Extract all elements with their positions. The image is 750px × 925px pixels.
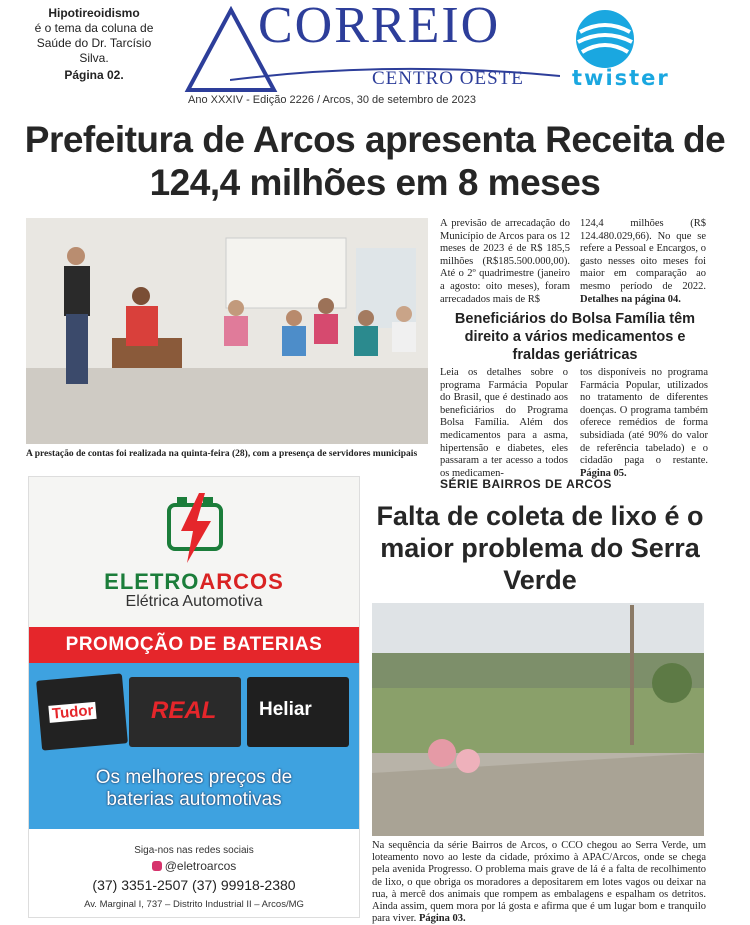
battery-real bbox=[129, 677, 241, 747]
ad-follow-text: Siga-nos nas redes sociais bbox=[134, 845, 254, 856]
serra-text bbox=[372, 840, 706, 925]
ad-best-prices-line1: Os melhores preços de bbox=[95, 767, 293, 788]
ad-instagram[interactable] bbox=[29, 859, 359, 873]
bolsa-headline[interactable]: Beneficiários do Bolsa Família têm direito a vários medicamentos e fraldas geriátricas bbox=[454, 311, 696, 363]
serra-photo[interactable] bbox=[372, 603, 704, 836]
lead-page-ref[interactable]: Detalhes na página 04. bbox=[580, 293, 681, 305]
ad-instagram-handle: @eletroarcos bbox=[164, 859, 237, 873]
ad-brand-subtitle: Elétrica Automotiva bbox=[125, 593, 263, 610]
bolsa-text-col1: Leia os detalhes sobre o programa Farmácia Popular do Brasil, que é destinado aos beneficiários do Programa Bolsa Família. Além dos medicamentos para a asma, hipertensão e diabetes, eles passaram a ter acesso a todos os medicamen- bbox=[440, 367, 568, 479]
serra-page-ref[interactable]: Página 03. bbox=[418, 913, 466, 925]
battery-tudor-label: Tudor bbox=[48, 702, 97, 723]
ad-promo-banner: PROMOÇÃO DE BATERIAS bbox=[29, 627, 359, 663]
battery-real-label: REAL bbox=[151, 697, 217, 724]
serra-text-body: Na sequência da série Bairros de Arcos, o CCO chegou ao Serra Verde, um loteamento novo ao leste da cidade, próximo à APAC/Arcos, onde se chega pela avenida Progresso. O problema mais grave de lá é a falta de recolhimento de lixo, o que obriga os moradores a depositarem em lotes vagos ou deixar na rua, à mercê dos animais que rompem as embalagens e espalham os detritos. Ainda assim, quem mora por lá gosta e afirma que é um lugar bom e tranquilo para viver. bbox=[372, 840, 706, 925]
instagram-icon bbox=[152, 861, 162, 871]
masthead-title: CORREIO bbox=[258, 0, 501, 54]
car-battery-plug-icon bbox=[163, 491, 227, 565]
teaser-title: Hipotireoidismo bbox=[48, 6, 140, 20]
ad-address: Av. Marginal I, 737 – Distrito Industrial II – Arcos/MG bbox=[84, 899, 304, 910]
ad-best-prices-line2: baterias automotivas bbox=[106, 789, 282, 810]
battery-heliar bbox=[247, 677, 349, 747]
ad-brand-part1: ELETRO bbox=[104, 569, 200, 594]
lead-text-col2-body: 124,4 milhões (R$ 124.480.029,66). No que se refere a Pessoal e Encargos, o gasto nesses oito meses foi maior em comparação ao mesmo período de 2022. bbox=[580, 218, 706, 292]
ad-best-prices bbox=[29, 767, 359, 811]
teaser-page-ref: Página 02. bbox=[64, 68, 124, 82]
meeting-photo-image bbox=[26, 218, 428, 444]
eletroarcos-ad[interactable] bbox=[28, 476, 360, 918]
twister-globe-icon bbox=[574, 8, 636, 70]
main-headline[interactable]: Prefeitura de Arcos apresenta Receita de 124,4 milhões em 8 meses bbox=[24, 119, 726, 203]
series-label: SÉRIE BAIRROS DE ARCOS bbox=[440, 477, 612, 491]
masthead-subtitle: CENTRO OESTE bbox=[372, 68, 524, 89]
ad-brand bbox=[29, 569, 359, 595]
battery-tudor bbox=[36, 673, 128, 750]
twister-logo: twister bbox=[572, 66, 670, 90]
ad-brand-part2: ARCOS bbox=[199, 569, 284, 594]
lead-photo[interactable] bbox=[26, 218, 428, 444]
bolsa-page-ref[interactable]: Página 05. bbox=[580, 467, 627, 479]
teaser-text: é o tema da coluna de Saúde do Dr. Tarcísio Silva. bbox=[34, 21, 154, 65]
front-teaser[interactable] bbox=[26, 6, 162, 83]
edition-line: Ano XXXIV - Edição 2226 / Arcos, 30 de setembro de 2023 bbox=[188, 94, 477, 106]
serra-headline[interactable]: Falta de coleta de lixo é o maior problema do Serra Verde bbox=[376, 501, 704, 595]
bolsa-text-col2-body: tos disponíveis no programa Farmácia Popular, utilizados no tratamento de diferentes doenças. O programa também oferece remédios de forma subsidiada (até 90% do valor de referência tabelado) e o cidadão paga o restante. bbox=[580, 367, 708, 467]
ad-phones[interactable]: (37) 3351-2507 (37) 99918-2380 bbox=[92, 877, 296, 893]
street-garbage-image bbox=[372, 603, 704, 836]
lead-text-col1: A previsão de arrecadação do Município de Arcos para os 12 meses de 2023 é de R$ 185,5 milhões (R$185.500.000,00). Até o 2º quadrimestre (janeiro a agosto: oito meses), foram arrecadados mais de R$ bbox=[440, 218, 570, 305]
lead-text-col2 bbox=[580, 218, 706, 306]
battery-heliar-label: Heliar bbox=[259, 699, 312, 720]
lead-photo-caption: A prestação de contas foi realizada na quinta-feira (28), com a presença de servidores municipais bbox=[26, 449, 418, 459]
bolsa-text-col2 bbox=[580, 367, 708, 480]
